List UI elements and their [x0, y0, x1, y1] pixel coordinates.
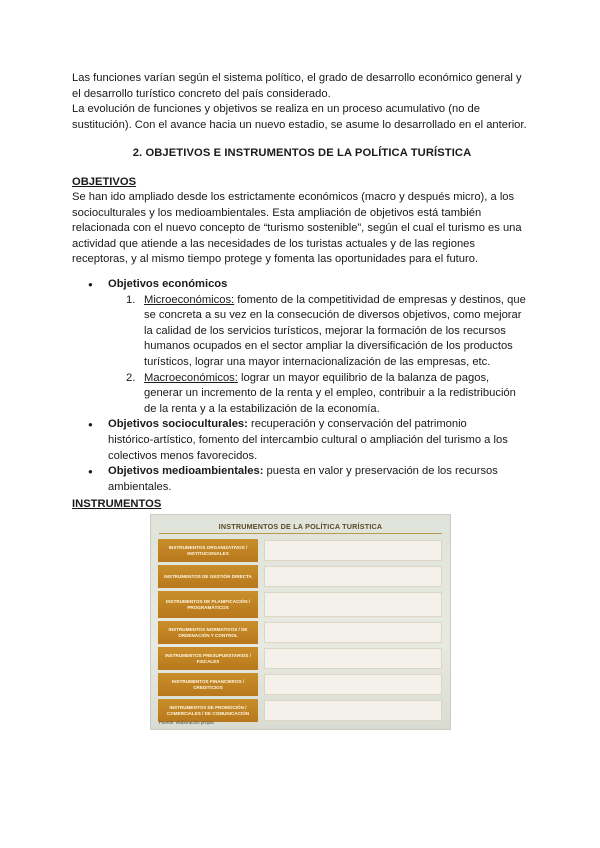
figure-source: Fuente: elaboración propia	[159, 720, 214, 725]
figure-row-text	[264, 648, 442, 669]
objetivos-line: actividad que atiende a las necesidades de los turistas actuales y de las regiones	[72, 237, 476, 250]
figure-row	[158, 539, 442, 562]
instrumentos-figure	[150, 514, 451, 730]
figure-title: INSTRUMENTOS DE LA POLÍTICA TURÍSTICA	[218, 522, 383, 531]
micro-first: fomento de la competitividad de empresas y destinos, que	[234, 293, 526, 306]
figure-row	[158, 621, 442, 644]
micro-line: se concreta a su vez en la consecución de diversos objetivos, como mejorar	[144, 309, 522, 322]
objectives-list	[88, 277, 534, 495]
list-item-medioambientales	[88, 464, 534, 495]
macro-term: Macroeconómicos:	[144, 371, 238, 384]
figure-row-label: INSTRUMENTOS FINANCIEROS / CREDITICIOS	[158, 673, 258, 696]
socio-line: histórico-artístico, fomento del intercambio cultural o ampliación del turismo a los	[108, 433, 508, 446]
section-title: 2. OBJETIVOS E INSTRUMENTOS DE LA POLÍTICA TURÍSTICA	[132, 147, 472, 159]
macro-first: lograr un mayor equilibrio de la balanza de pagos,	[237, 371, 490, 384]
socio-first: recuperación y conservación del patrimonio	[247, 418, 467, 431]
figure-row-label: INSTRUMENTOS NORMATIVOS / DE ORDENACIÓN Y CONTROL	[158, 621, 258, 644]
macro-line: generar un incremento de la renta y el empleo, contribuir a la redistribución	[144, 387, 516, 400]
intro-line: sustitución). Con el avance hacia un nuevo estadio, se asume lo desarrollado en el anterior.	[72, 118, 527, 131]
figure-row	[158, 565, 442, 588]
macro-number: 2.	[126, 371, 136, 384]
intro-line: Las funciones varían según el sistema político, el grado de desarrollo económico general y	[72, 72, 522, 84]
figure-row	[158, 673, 442, 696]
figure-row-label: INSTRUMENTOS ORGANIZATIVOS / INSTITUCIONALES	[158, 539, 258, 562]
objetivos-line: socioculturales y los medioambientales. Esta ampliación de objetivos está también	[72, 206, 482, 219]
figure-row-label: INSTRUMENTOS PRESUPUESTARIOS / FISCALES	[158, 647, 258, 670]
figure-row-text	[264, 592, 442, 617]
figure-row	[158, 591, 442, 618]
micro-line: la calidad de los servicios turísticos, mejorar la formación de los recursos	[144, 324, 506, 337]
micro-line: turísticos, lograr una mayor internacionalización de las empresas, etc.	[144, 355, 491, 368]
figure-row-text	[264, 540, 442, 561]
micro-line: humanos ocupados en el sector ampliar la diversificación de los productos	[144, 340, 513, 353]
micro-number: 1.	[126, 293, 136, 306]
intro-line: La evolución de funciones y objetivos se realiza en un proceso acumulativo (no de	[72, 103, 480, 116]
medio-line: ambientales.	[108, 480, 172, 493]
figure-row-text	[264, 674, 442, 695]
list-item-micro	[88, 293, 534, 371]
figure-row	[158, 647, 442, 670]
medio-first: puesta en valor y preservación de los recursos	[263, 465, 498, 478]
intro-line: el desarrollo turístico concreto del país considerado.	[72, 87, 331, 100]
objetivos-line: Se han ido ampliado desde los estrictamente económicos (macro y después micro), a los	[72, 191, 515, 203]
list-item-economicos	[88, 277, 534, 293]
objetivos-line: receptoras, y al mismo tiempo protege y fomenta las oportunidades para el futuro.	[72, 253, 479, 266]
figure-row-label: INSTRUMENTOS DE PLANIFICACIÓN / PROGRAMÁTICOS	[158, 591, 258, 618]
objetivos-paragraph	[72, 190, 534, 268]
figure-row	[158, 699, 442, 722]
socio-title: Objetivos socioculturales:	[108, 418, 248, 431]
list-item-macro	[88, 371, 534, 418]
intro-paragraph	[72, 71, 532, 133]
economicos-title: Objetivos económicos	[108, 278, 228, 290]
medio-title: Objetivos medioambientales:	[108, 465, 264, 478]
figure-divider	[159, 533, 442, 534]
micro-term: Microeconómicos:	[144, 293, 235, 306]
figure-row-text	[264, 566, 442, 587]
figure-row-text	[264, 700, 442, 721]
figure-row-label: INSTRUMENTOS DE GESTIÓN DIRECTA	[158, 565, 258, 588]
objetivos-line: relacionada con el nuevo concepto de “turismo sostenible”, según el cual el turismo es una	[72, 222, 522, 235]
macro-line: de la renta y a la estabilización de la economía.	[144, 402, 380, 415]
socio-line: colectivos menos favorecidos.	[108, 449, 258, 462]
list-item-socioculturales	[88, 417, 534, 464]
objetivos-heading: OBJETIVOS	[72, 176, 137, 188]
figure-row-label: INSTRUMENTOS DE PROMOCIÓN / COMERCIALES / DE COMUNICACIÓN	[158, 699, 258, 722]
instrumentos-heading: INSTRUMENTOS	[72, 498, 162, 510]
figure-row-text	[264, 622, 442, 643]
